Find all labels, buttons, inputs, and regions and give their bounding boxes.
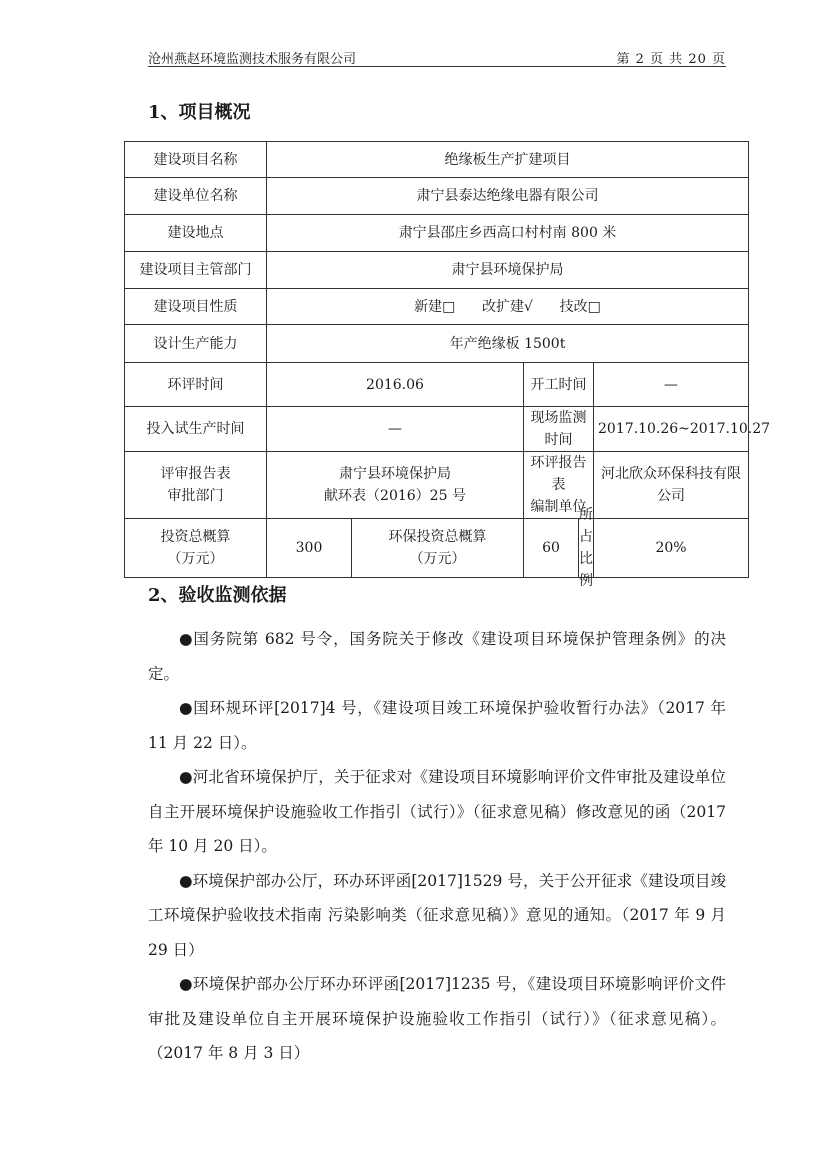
basis-paragraph: ●河北省环境保护厅，关于征求对《建设项目环境影响评价文件审批及建设单位自主开展环境保护设施验收工作指引（试行）》（征求意见稿）修改意见的函（2017 年 10 月 20 日）。 bbox=[148, 768, 726, 855]
table-row bbox=[125, 325, 749, 363]
basis-paragraph: ●环境保护部办公厅，环办环评函[2017]1529 号，关于公开征求《建设项目竣工环境保护验收技术指南 污染影响类（征求意见稿）》意见的通知。（2017 年 9 月 29 日） bbox=[148, 871, 726, 959]
unit-name-value: 肃宁县泰达绝缘电器有限公司 bbox=[267, 178, 749, 215]
nature-expand: 改扩建√ bbox=[482, 298, 533, 315]
env-invest-label bbox=[352, 519, 524, 578]
page-header bbox=[148, 46, 726, 67]
table-row bbox=[125, 289, 749, 325]
eia-time-value: 2016.06 bbox=[267, 363, 524, 407]
table-row bbox=[125, 407, 749, 452]
approval-dept-label-line2: 审批部门 bbox=[167, 488, 224, 504]
nature-tech: 技改□ bbox=[559, 298, 601, 315]
project-name-value: 绝缘板生产扩建项目 bbox=[267, 142, 749, 178]
authority-value: 肃宁县环境保护局 bbox=[267, 252, 749, 289]
company-name: 沧州燕赵环境监测技术服务有限公司 bbox=[148, 52, 357, 67]
table-row bbox=[125, 178, 749, 215]
section-title-basis: 2、验收监测依据 bbox=[148, 585, 287, 606]
unit-name-label: 建设单位名称 bbox=[125, 178, 267, 215]
start-time-value: — bbox=[594, 363, 749, 407]
table-row bbox=[125, 142, 749, 178]
ratio-value: 20% bbox=[594, 519, 749, 578]
env-invest-value: 60 bbox=[524, 519, 579, 577]
approval-dept-line2: 献环表（2016）25 号 bbox=[324, 488, 466, 504]
page-number: 第 2 页 共 20 页 bbox=[616, 52, 726, 67]
table-row bbox=[125, 363, 749, 407]
trial-time-label: 投入试生产时间 bbox=[125, 407, 267, 452]
ratio-label: 所占比例 bbox=[579, 507, 593, 589]
location-value: 肃宁县邵庄乡西高口村村南 800 米 bbox=[267, 215, 749, 252]
approval-dept-value bbox=[267, 452, 524, 519]
approval-dept-label bbox=[125, 452, 267, 519]
approval-dept-line1: 肃宁县环境保护局 bbox=[339, 466, 451, 482]
report-unit-label-line1: 环评报告表 bbox=[530, 455, 587, 493]
table-row bbox=[125, 252, 749, 289]
table-row bbox=[125, 215, 749, 252]
basis-content bbox=[148, 622, 726, 1071]
basis-paragraph: ●国务院第 682 号令，国务院关于修改《建设项目环境保护管理条例》的决定。 bbox=[148, 630, 726, 683]
invest-label-line1: 投资总概算 bbox=[160, 529, 231, 545]
table-row bbox=[125, 452, 749, 519]
invest-label bbox=[125, 519, 267, 578]
env-invest-label-line1: 环保投资总概算 bbox=[388, 529, 487, 545]
basis-paragraph: ●国环规环评[2017]4 号，《建设项目竣工环境保护验收暂行办法》（2017 年 11 月 22 日）。 bbox=[148, 699, 726, 752]
capacity-label: 设计生产能力 bbox=[125, 325, 267, 363]
env-invest-label-line2: （万元） bbox=[409, 551, 466, 567]
monitor-time-value: 2017.10.26~2017.10.27 bbox=[594, 407, 749, 452]
nature-new: 新建□ bbox=[414, 298, 456, 315]
trial-time-value: — bbox=[267, 407, 524, 452]
section-title-overview: 1、项目概况 bbox=[148, 102, 251, 123]
location-label: 建设地点 bbox=[125, 215, 267, 252]
start-time-label: 开工时间 bbox=[524, 363, 594, 407]
report-unit-value: 河北欣众环保科技有限公司 bbox=[594, 452, 749, 519]
report-unit-label-line2: 编制单位 bbox=[530, 499, 587, 515]
capacity-value: 年产绝缘板 1500t bbox=[267, 325, 749, 363]
authority-label: 建设项目主管部门 bbox=[125, 252, 267, 289]
project-name-label: 建设项目名称 bbox=[125, 142, 267, 178]
table-row bbox=[125, 519, 749, 578]
project-info-table bbox=[124, 141, 771, 589]
eia-time-label: 环评时间 bbox=[125, 363, 267, 407]
nature-value bbox=[267, 289, 749, 325]
monitor-time-label: 现场监测时间 bbox=[524, 407, 594, 452]
invest-label-line2: （万元） bbox=[167, 551, 224, 567]
invest-value: 300 bbox=[267, 519, 352, 578]
nature-label: 建设项目性质 bbox=[125, 289, 267, 325]
approval-dept-label-line1: 评审报告表 bbox=[160, 466, 231, 482]
basis-paragraph: ●环境保护部办公厅环办环评函[2017]1235 号，《建设项目环境影响评价文件审批及建设单位自主开展环境保护设施验收工作指引（试行）》（征求意见稿）。（2017 年 8 月 3 日） bbox=[148, 975, 726, 1062]
